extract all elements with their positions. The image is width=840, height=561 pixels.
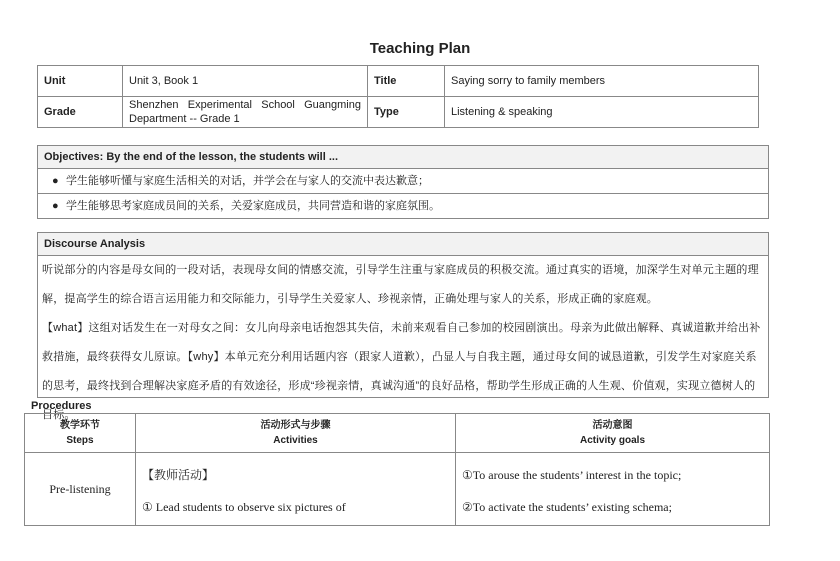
objectives-section xyxy=(37,145,769,219)
objective-text: 学生能够思考家庭成员间的关系，关爱家庭成员，共同营造和谐的家庭氛围。 xyxy=(66,200,440,212)
info-row-grade xyxy=(38,97,759,128)
objective-item xyxy=(38,193,768,218)
goal-line: ①To arouse the students’ interest in the topic; xyxy=(462,468,682,482)
document-title: Teaching Plan xyxy=(369,40,471,57)
grade-label: Grade xyxy=(38,97,123,128)
type-value: Listening & speaking xyxy=(445,97,759,128)
discourse-heading: Discourse Analysis xyxy=(38,233,768,256)
activities-header-cn: 活动形式与步骤 xyxy=(260,420,331,431)
discourse-paragraph: 【what】这组对话发生在一对母女之间：女儿向母亲电话抱怨其失信，未前来观看自己参加的校园剧演出。母亲为此做出解释、真诚道歉并给出补救措施，最终获得女儿原谅。【why】本单元充分利用话题内容（跟家人道歉），凸显人与自我主题，通过母女间的诚恳道歉，引发学生对家庭关系的思考，最终找到合理解决家庭矛盾的有效途径，形成“珍视亲情，真诚沟通”的良好品格，帮助学生形成正确的人生观、价值观，实现立德树人的目标。 xyxy=(42,322,761,421)
steps-header-cn: 教学环节 xyxy=(60,420,100,431)
title-value: Saying sorry to family members xyxy=(445,66,759,97)
goals-header-en: Activity goals xyxy=(579,435,646,446)
bullet-icon: ● xyxy=(52,175,59,187)
activities-header-en: Activities xyxy=(273,435,318,446)
objective-text: 学生能够听懂与家庭生活相关的对话，并学会在与家人的交流中表达歉意； xyxy=(66,175,429,187)
objective-item xyxy=(38,169,768,193)
goals-header xyxy=(456,414,770,453)
title-label: Title xyxy=(368,66,445,97)
goals-header-cn: 活动意图 xyxy=(592,420,633,431)
procedures-label: Procedures xyxy=(31,400,92,412)
discourse-body xyxy=(38,256,768,430)
info-row-unit xyxy=(38,66,759,97)
procedures-table xyxy=(24,413,770,526)
activity-line: ① Lead students to observe six pictures of xyxy=(142,500,346,514)
procedure-row xyxy=(25,453,770,526)
unit-value: Unit 3, Book 1 xyxy=(123,66,368,97)
procedures-header-row xyxy=(25,414,770,453)
step-cell: Pre-listening xyxy=(25,453,136,526)
activity-cell xyxy=(136,453,456,526)
discourse-paragraph: 听说部分的内容是母女间的一段对话，表现母女间的情感交流，引导学生注重与家庭成员的积极交流。通过真实的语境，加深学生对单元主题的理解，提高学生的综合语言运用能力和交际能力，引导学生关爱家人、珍视亲情，正确处理与家人的关系，形成正确的家庭观。 xyxy=(42,264,759,305)
lesson-info-table xyxy=(37,65,759,128)
steps-header-en: Steps xyxy=(66,435,94,446)
unit-label: Unit xyxy=(38,66,123,97)
objectives-heading: Objectives: By the end of the lesson, the students will ... xyxy=(38,146,768,169)
steps-header xyxy=(25,414,136,453)
goal-line: ②To activate the students’ existing schema; xyxy=(462,500,672,514)
grade-value: Shenzhen Experimental School Guangming Department -- Grade 1 xyxy=(123,97,368,128)
bullet-icon: ● xyxy=(52,200,59,212)
type-label: Type xyxy=(368,97,445,128)
activity-line: 【教师活动】 xyxy=(142,468,215,482)
activities-header xyxy=(136,414,456,453)
goal-cell xyxy=(456,453,770,526)
